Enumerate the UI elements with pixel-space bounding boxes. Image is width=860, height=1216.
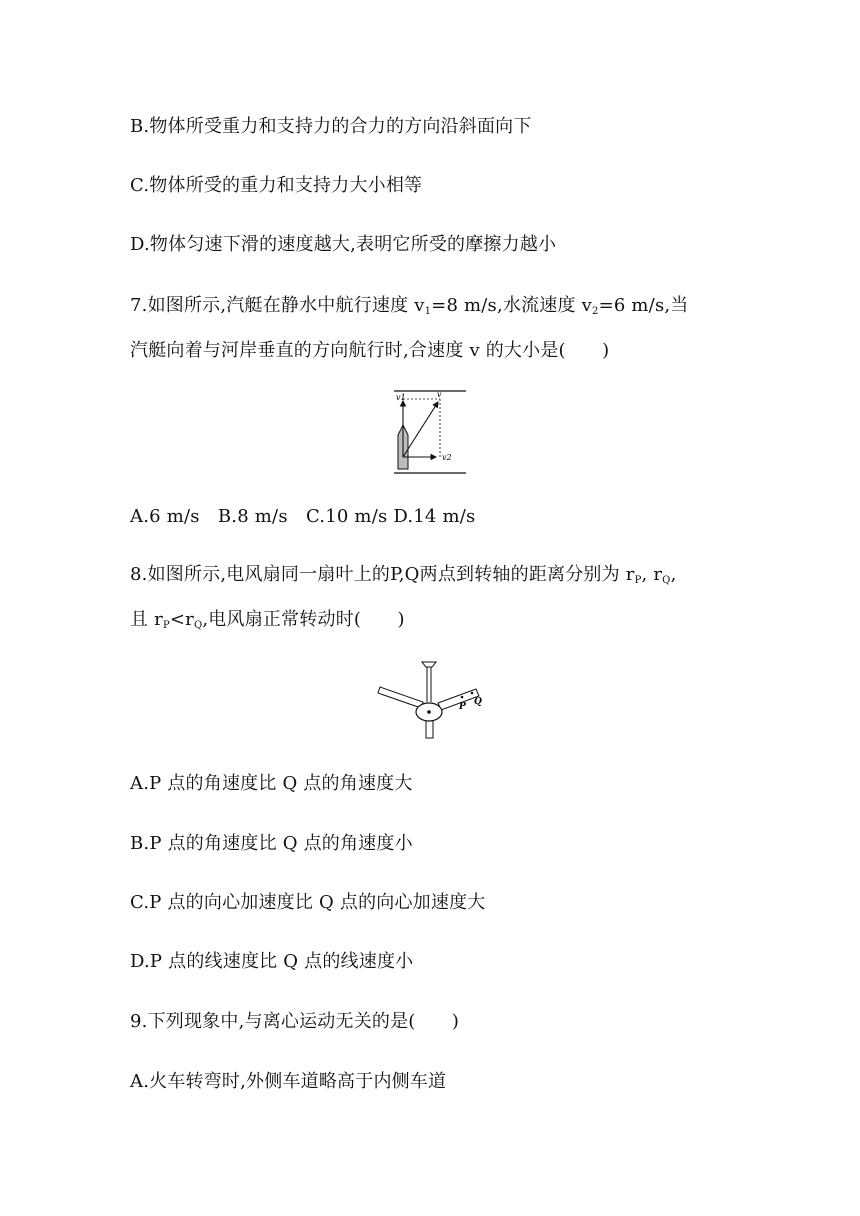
label-p: P bbox=[459, 702, 466, 712]
arrow-v bbox=[403, 402, 438, 457]
q8-ceiling-fan-figure bbox=[375, 658, 487, 740]
q6-option-c: C.物体所受的重力和支持力大小相等 bbox=[130, 175, 423, 196]
label-v1: v1 bbox=[396, 393, 406, 402]
fan-mount bbox=[422, 662, 436, 667]
q7-stem-line2: 汽艇向着与河岸垂直的方向航行时,合速度 v 的大小是( ) bbox=[130, 340, 610, 361]
label-v2: v2 bbox=[442, 453, 452, 462]
q7-boat-velocity-figure bbox=[380, 385, 470, 477]
label-v: v bbox=[437, 390, 442, 399]
q9-option-a: A.火车转弯时,外侧车道略高于内侧车道 bbox=[130, 1071, 447, 1092]
q7-stem-line1: 7.如图所示,汽艇在静水中航行速度 $v_1=8$ m/s,水流速度 $v_2=6$ m/s,当 bbox=[130, 295, 689, 317]
q8-option-c: C.P 点的向心加速度比 Q 点的向心加速度大 bbox=[130, 892, 486, 913]
fan-axle-dot bbox=[427, 710, 431, 714]
q8-option-d: D.P 点的线速度比 Q 点的线速度小 bbox=[130, 951, 414, 972]
fan-blade-left bbox=[378, 687, 423, 708]
q8-stem-line2: 且 $r_P<r_Q$,电风扇正常转动时( ) bbox=[130, 609, 405, 631]
q6-option-b: B.物体所受重力和支持力的合力的方向沿斜面向下 bbox=[130, 116, 532, 137]
q8-option-a: A.P 点的角速度比 Q 点的角速度大 bbox=[130, 773, 413, 794]
q6-option-d: D.物体匀速下滑的速度越大,表明它所受的摩擦力越小 bbox=[130, 234, 557, 255]
point-p-dot bbox=[461, 696, 464, 699]
q9-stem: 9.下列现象中,与离心运动无关的是( ) bbox=[130, 1011, 460, 1032]
q8-option-b: B.P 点的角速度比 Q 点的角速度小 bbox=[130, 833, 413, 854]
q7-options: A.6 m/s B.8 m/s C.10 m/s D.14 m/s bbox=[130, 506, 476, 527]
point-q-dot bbox=[471, 692, 474, 695]
q8-stem-line1: 8.如图所示,电风扇同一扇叶上的P,Q两点到转轴的距离分别为 $r_P$, $r_Q$, bbox=[130, 564, 677, 586]
label-q: Q bbox=[474, 697, 482, 707]
